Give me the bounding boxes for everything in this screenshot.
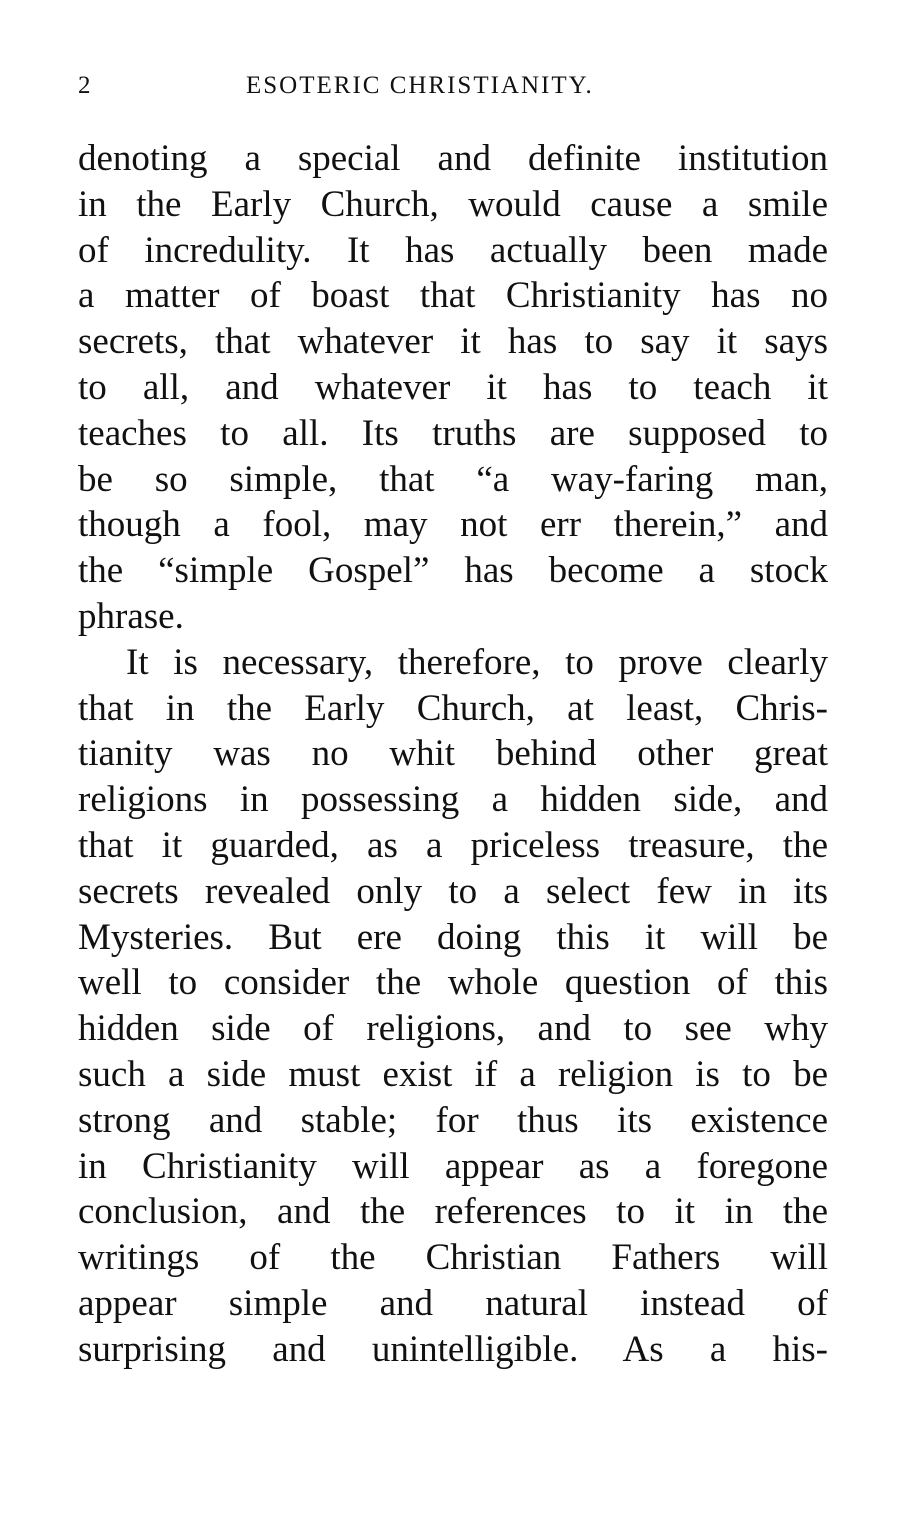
text-line: strong and stable; for thus its existence <box>78 1099 828 1141</box>
text-line: to all, and whatever it has to teach it <box>78 366 828 408</box>
running-head <box>76 72 828 104</box>
text-line: conclusion, and the references to it in the <box>78 1191 828 1233</box>
text-line: in the Early Church, would cause a smile <box>78 183 828 225</box>
text-line: religions in possessing a hidden side, and <box>78 779 828 821</box>
text-line: phrase. <box>78 595 184 637</box>
text-line: a matter of boast that Christianity has no <box>78 275 828 317</box>
text-line: hidden side of religions, and to see why <box>78 1008 828 1050</box>
text-line: the “simple Gospel” has become a stock <box>78 550 828 592</box>
text-line: It is necessary, therefore, to prove clearly <box>126 641 828 683</box>
text-line: appear simple and natural instead of <box>78 1282 828 1324</box>
running-title: ESOTERIC CHRISTIANITY. <box>246 72 594 99</box>
text-line: secrets revealed only to a select few in its <box>78 870 828 912</box>
text-line: secrets, that whatever it has to say it says <box>78 321 828 363</box>
paragraph-1 <box>78 136 828 640</box>
text-line: in Christianity will appear as a foregone <box>78 1145 828 1187</box>
text-line: though a fool, may not err therein,” and <box>78 504 828 546</box>
body-text <box>78 136 828 1373</box>
text-line: that in the Early Church, at least, Chris- <box>78 687 828 729</box>
text-line: tianity was no whit behind other great <box>78 733 828 775</box>
text-line: that it guarded, as a priceless treasure, the <box>78 824 828 866</box>
text-line: be so simple, that “a way-faring man, <box>78 458 828 500</box>
text-line: denoting a special and definite institution <box>78 138 828 179</box>
text-line: well to consider the whole question of this <box>78 962 828 1004</box>
paragraph-2 <box>78 640 828 1373</box>
text-line: of incredulity. It has actually been made <box>78 229 828 271</box>
text-line: Mysteries. But ere doing this it will be <box>78 916 828 958</box>
page-number: 2 <box>78 72 93 99</box>
text-line: surprising and unintelligible. As a his- <box>78 1328 828 1370</box>
text-line: such a side must exist if a religion is to be <box>78 1053 828 1095</box>
text-line: teaches to all. Its truths are supposed to <box>78 412 828 454</box>
text-line: writings of the Christian Fathers will <box>78 1237 828 1279</box>
